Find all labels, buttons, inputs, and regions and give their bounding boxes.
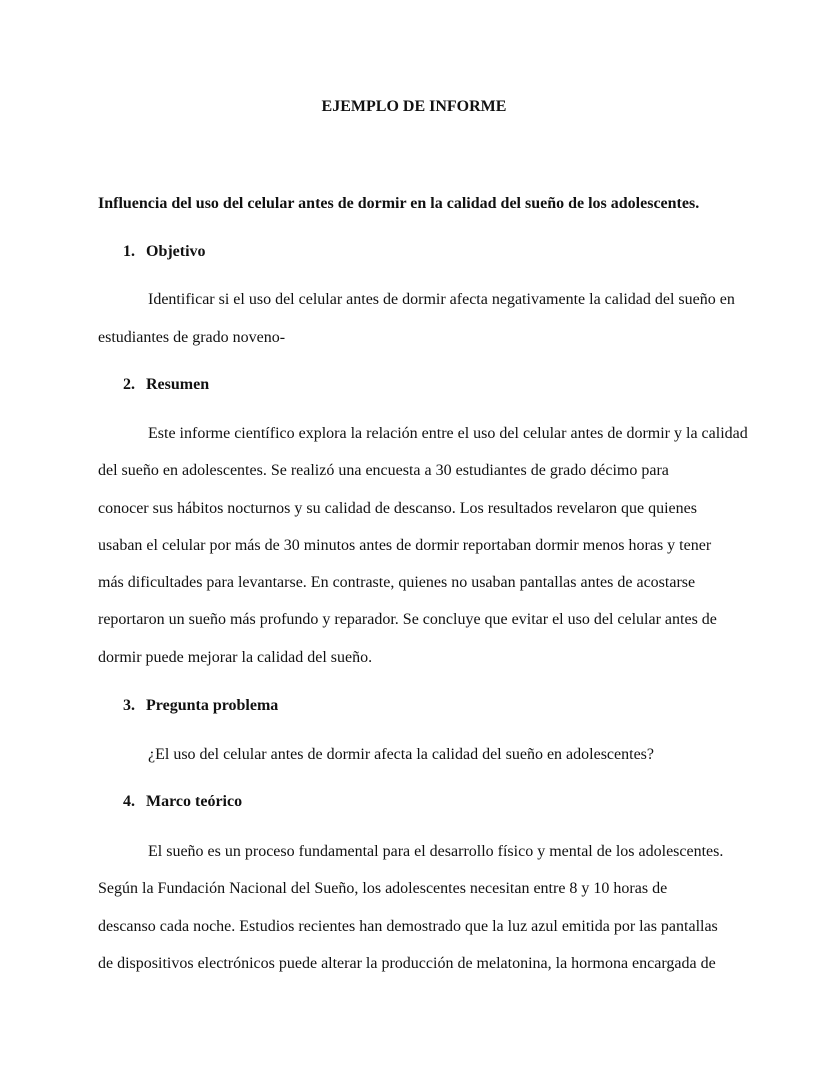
paragraph-line: ¿El uso del celular antes de dormir afecta la calidad del sueño en adolescentes? (148, 746, 654, 763)
section-number: 2. (123, 376, 135, 393)
section-body-objetivo (98, 290, 738, 366)
paragraph-line: Este informe científico explora la relación entre el uso del celular antes de dormir y la calidad (148, 425, 748, 442)
section-title: Resumen (146, 376, 210, 393)
section-number: 1. (123, 243, 135, 260)
paragraph-line: reportaron un sueño más profundo y reparador. Se concluye que evitar el uso del celular antes de (98, 611, 717, 629)
section-body-marco-teorico (98, 842, 738, 991)
paragraph-line: dormir puede mejorar la calidad del sueño. (98, 648, 373, 666)
section-body-pregunta-problema (98, 745, 738, 783)
section-heading-marco-teorico (123, 792, 242, 812)
paragraph-line: estudiantes de grado noveno- (98, 329, 286, 346)
section-number: 4. (123, 793, 135, 810)
section-title: Pregunta problema (146, 697, 279, 714)
paragraph-line: descanso cada noche. Estudios recientes han demostrado que la luz azul emitida por las pantallas (98, 917, 718, 935)
section-heading-resumen (123, 375, 209, 395)
paragraph-line: Identificar si el uso del celular antes de dormir afecta negativamente la calidad del sueño en (148, 291, 735, 308)
paragraph-line: El sueño es un proceso fundamental para el desarrollo físico y mental de los adolescentes. (148, 843, 724, 860)
section-title: Objetivo (146, 243, 206, 260)
paragraph-line: más dificultades para levantarse. En contraste, quienes no usaban pantallas antes de acostarse (98, 574, 696, 592)
report-title: Influencia del uso del celular antes de dormir en la calidad del sueño de los adolescentes. (98, 195, 700, 212)
section-title: Marco teórico (146, 793, 243, 810)
paragraph-line: de dispositivos electrónicos puede alterar la producción de melatonina, la hormona encargada de (98, 954, 716, 972)
section-heading-objetivo (123, 242, 206, 262)
section-heading-pregunta-problema (123, 696, 278, 716)
paragraph-line: del sueño en adolescentes. Se realizó una encuesta a 30 estudiantes de grado décimo para (98, 462, 669, 480)
section-number: 3. (123, 697, 135, 714)
section-body-resumen (98, 424, 748, 685)
paragraph-line: Según la Fundación Nacional del Sueño, los adolescentes necesitan entre 8 y 10 horas de (98, 880, 668, 898)
paragraph-line: usaban el celular por más de 30 minutos antes de dormir reportaban dormir menos horas y tener (98, 536, 712, 554)
document-heading: EJEMPLO DE INFORME (321, 98, 507, 115)
paragraph-line: conocer sus hábitos nocturnos y su calidad de descanso. Los resultados revelaron que quienes (98, 499, 697, 517)
